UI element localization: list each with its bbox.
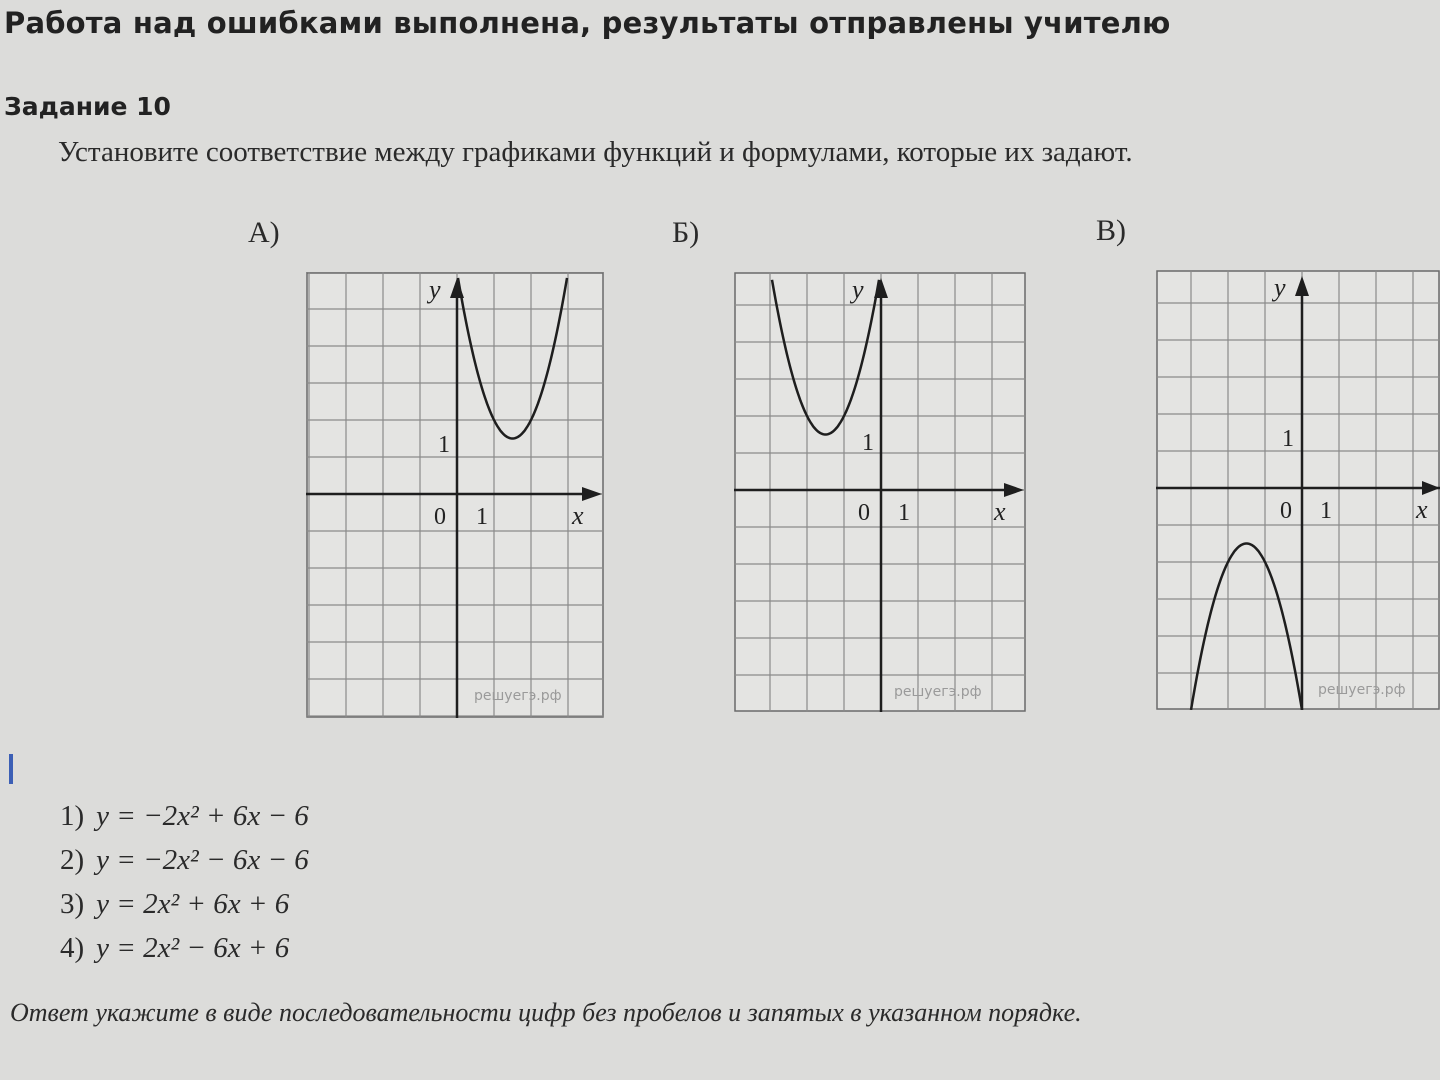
graph-b-watermark: решуегэ.рф [894,684,982,700]
graph-c-y-tick: 1 [1282,426,1294,452]
task-text: Установите соответствие между графиками функций и формулами, которые их задают. [58,136,1133,168]
option-1-num: 1) [60,800,85,832]
graph-c-y-label: y [1274,273,1286,302]
graph-label-c: В) [1096,214,1126,247]
graph-a-origin: 0 [434,504,446,530]
graph-a-y-label: y [429,275,441,304]
graph-c-watermark: решуегэ.рф [1318,682,1406,698]
option-1-formula: y = −2x² + 6x − 6 [96,800,309,832]
option-4 [60,926,309,970]
graph-b-x-tick: 1 [898,500,910,526]
graph-a-y-tick: 1 [438,432,450,458]
graph-c [1156,270,1440,710]
status-message: Работа над ошибками выполнена, результаты отправлены учителю [4,6,1171,40]
graph-c-x-tick: 1 [1320,498,1332,524]
graph-b [734,272,1026,712]
graph-a-x-tick: 1 [476,504,488,530]
graph-c-grid [1156,270,1440,710]
text-cursor [9,754,13,784]
graph-b-y-label: y [852,275,864,304]
option-4-num: 4) [60,932,85,964]
option-3 [60,882,309,926]
graph-c-x-label: x [1416,495,1428,524]
option-2-num: 2) [60,844,85,876]
graph-a-svg [306,272,604,718]
graph-b-x-label: x [994,497,1006,526]
graph-b-y-tick: 1 [862,430,874,456]
option-4-formula: y = 2x² − 6x + 6 [96,932,290,964]
graph-b-svg [734,272,1026,712]
graph-b-origin: 0 [858,500,870,526]
grid-border [1157,271,1439,709]
option-3-formula: y = 2x² + 6x + 6 [96,888,290,920]
task-title: Задание 10 [4,92,171,121]
option-2-formula: y = −2x² − 6x − 6 [96,844,309,876]
graph-a-watermark: решуегэ.рф [474,688,562,704]
graph-a-x-label: x [572,501,584,530]
answer-instruction: Ответ укажите в виде последовательности цифр без пробелов и запятых в указанном порядке. [10,998,1082,1027]
option-3-num: 3) [60,888,85,920]
graph-c-svg [1156,270,1440,710]
graph-label-b: Б) [672,216,700,249]
option-1 [60,794,309,838]
options-list [60,794,309,970]
graph-a [306,272,604,718]
graph-c-origin: 0 [1280,498,1292,524]
graph-label-a: А) [248,216,280,249]
option-2 [60,838,309,882]
